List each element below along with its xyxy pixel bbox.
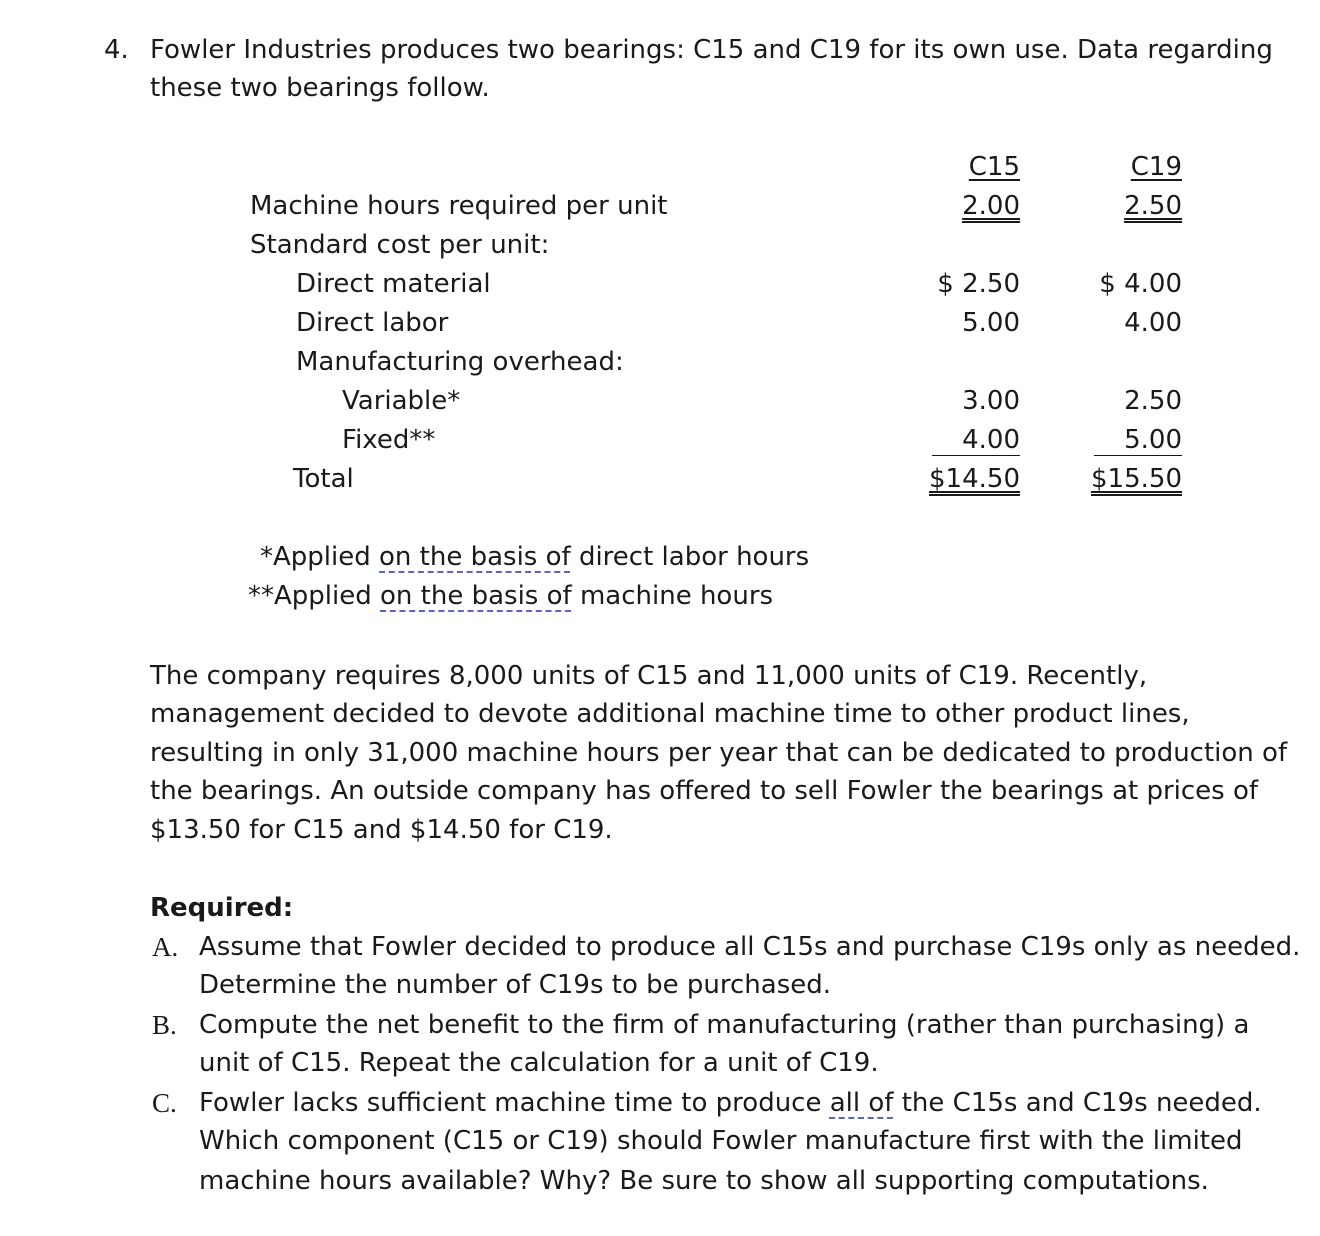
paragraph-line-1: The company requires 8,000 units of C15 and 11,000 units of C19. Recently, — [150, 661, 1148, 691]
item-c-letter: C. — [152, 1088, 177, 1118]
grammar-flag-1: on the basis of — [379, 542, 571, 572]
cell-c15-variable: 3.00 — [962, 386, 1020, 416]
cell-c19-variable: 2.50 — [1124, 386, 1182, 416]
row-label-direct-material: Direct material — [296, 269, 491, 299]
cell-c19-fixed: 5.00 — [1060, 421, 1182, 459]
cell-c15-machine-hours: 2.00 — [962, 191, 1020, 221]
row-label-variable: Variable* — [342, 386, 461, 416]
intro-line-2: these two bearings follow. — [150, 73, 490, 103]
row-label-direct-labor: Direct labor — [296, 308, 449, 338]
header-c15: C15 — [968, 152, 1020, 182]
footnote-1: *Applied on the basis of direct labor hours — [260, 542, 810, 572]
cell-c15-fixed: 4.00 — [900, 421, 1020, 459]
cell-c15-direct-labor: 5.00 — [962, 308, 1020, 338]
row-label-total: Total — [293, 464, 354, 494]
item-c-line-3: machine hours available? Why? Be sure to show all supporting computations. — [199, 1166, 1209, 1196]
cell-c19-machine-hours: 2.50 — [1124, 191, 1182, 221]
cell-c15-direct-material: $ 2.50 — [937, 269, 1020, 299]
row-label-machine-hours: Machine hours required per unit — [250, 191, 668, 221]
required-heading: Required: — [150, 893, 294, 923]
cell-c19-direct-labor: 4.00 — [1124, 308, 1182, 338]
item-c-line-2: Which component (C15 or C19) should Fowler manufacture first with the limited — [199, 1126, 1243, 1156]
cell-c15-total: $14.50 — [929, 464, 1020, 494]
row-label-standard-cost: Standard cost per unit: — [250, 230, 550, 260]
item-b-line-2: unit of C15. Repeat the calculation for a unit of C19. — [199, 1048, 879, 1078]
paragraph-line-2: management decided to devote additional machine time to other product lines, — [150, 699, 1190, 729]
cell-c19-total: $15.50 — [1091, 464, 1182, 494]
grammar-flag-3: all of — [829, 1088, 894, 1118]
footnote-2: **Applied on the basis of machine hours — [248, 581, 774, 611]
paragraph-line-3: resulting in only 31,000 machine hours per year that can be dedicated to production of — [150, 738, 1288, 768]
paragraph-line-5: $13.50 for C15 and $14.50 for C19. — [150, 815, 613, 845]
item-c-line-1: Fowler lacks sufficient machine time to produce all of the C15s and C19s needed. — [199, 1088, 1262, 1118]
paragraph-line-4: the bearings. An outside company has offered to sell Fowler the bearings at prices of — [150, 776, 1259, 806]
intro-line-1: Fowler Industries produces two bearings: C15 and C19 for its own use. Data regarding — [150, 35, 1273, 65]
item-a-line-1: Assume that Fowler decided to produce all C15s and purchase C19s only as needed. — [199, 932, 1301, 962]
item-b-letter: B. — [152, 1010, 177, 1040]
row-label-fixed: Fixed** — [342, 425, 436, 455]
row-label-manufacturing-overhead: Manufacturing overhead: — [296, 347, 624, 377]
item-a-letter: A. — [152, 932, 179, 962]
grammar-flag-2: on the basis of — [380, 581, 572, 611]
header-c19: C19 — [1130, 152, 1182, 182]
cell-c19-direct-material: $ 4.00 — [1099, 269, 1182, 299]
item-a-line-2: Determine the number of C19s to be purchased. — [199, 970, 832, 1000]
problem-number: 4. — [104, 35, 129, 65]
item-b-line-1: Compute the net benefit to the firm of manufacturing (rather than purchasing) a — [199, 1010, 1250, 1040]
